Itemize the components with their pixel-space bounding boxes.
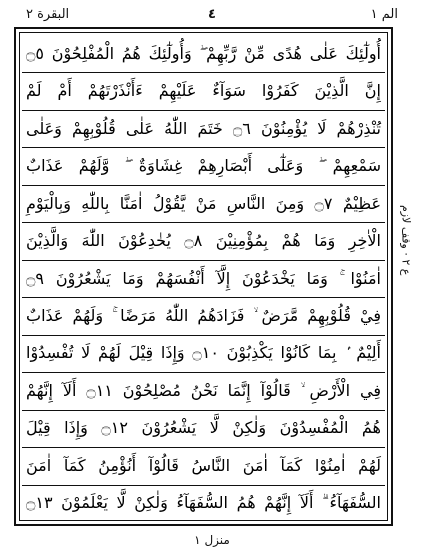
line-divider xyxy=(22,372,385,373)
verse-line: السُّفَهَآءُ ۗ أَلَآ إِنَّهُمْ هُمُ السُّفَهَآءُ وَلٰكِنْ لَّا يَعْلَمُوْنَ ۝١٣ xyxy=(26,493,381,513)
line-divider xyxy=(22,147,385,148)
verse-lines xyxy=(22,35,385,518)
verse-line: سَمْعِهِمْ ۖ وَعَلٰٓى أَبْصَارِهِمْ غِشَاوَةٌ ۖ وَّلَهُمْ عَذَابٌ xyxy=(26,156,381,176)
line-divider xyxy=(22,72,385,73)
line-divider xyxy=(22,410,385,411)
line-divider xyxy=(22,297,385,298)
verse-line: إِنَّ الَّذِيْنَ كَفَرُوْا سَوَآءٌ عَلَيْهِمْ ءَأَنْذَرْتَهُمْ أَمْ لَمْ xyxy=(26,81,381,101)
line-divider xyxy=(22,485,385,486)
surah-name: البقرة ٢ xyxy=(26,7,70,22)
line-divider xyxy=(22,110,385,111)
verse-line: اٰمَنُوْا ۚ وَمَا يَخْدَعُوْنَ إِلَّآ أَنْفُسَهُمْ وَمَا يَشْعُرُوْنَ ۝٩ xyxy=(26,268,381,288)
margin-note: ع ٢ · وقف لازم xyxy=(399,204,413,276)
verse-line: فِي الْأَرْضِ ۙ قَالُوْآ إِنَّمَا نَحْنُ مُصْلِحُوْنَ ۝١١ أَلَآ إِنَّهُمْ xyxy=(26,380,381,400)
verse-line: أُولٰٓئِكَ عَلٰى هُدًى مِّنْ رَّبِّهِمْ ۖ وَأُولٰٓئِكَ هُمُ الْمُفْلِحُوْنَ ۝٥ xyxy=(26,43,381,63)
verse-line: فِيْ قُلُوْبِهِمْ مَّرَضٌ ۙ فَزَادَهُمُ اللّٰهُ مَرَضًا ۚ وَلَهُمْ عَذَابٌ xyxy=(26,305,382,325)
verse-line: عَظِيْمٌ ۝٧ وَمِنَ النَّاسِ مَنْ يَّقُوْلُ اٰمَنَّا بِاللّٰهِ وَبِالْيَوْمِ xyxy=(26,193,381,213)
page-header xyxy=(18,4,406,26)
line-divider xyxy=(22,447,385,448)
text-frame xyxy=(14,27,393,526)
line-divider xyxy=(22,260,385,261)
verse-line: الْاٰخِرِ وَمَا هُمْ بِمُؤْمِنِيْنَ ۝٨ يُخٰدِعُوْنَ اللّٰهَ وَالَّذِيْنَ xyxy=(26,231,381,251)
line-divider xyxy=(22,335,385,336)
verse-line: أَلِيْمٌ ۢ بِمَا كَانُوْا يَكْذِبُوْنَ ۝١٠ وَإِذَا قِيْلَ لَهُمْ لَا تُفْسِدُوْا xyxy=(26,343,381,363)
page-number: ٤ xyxy=(208,7,216,22)
para-name: الم ١ xyxy=(370,7,398,22)
verse-line: هُمُ الْمُفْسِدُوْنَ وَلٰكِنْ لَّا يَشْعُرُوْنَ ۝١٢ وَإِذَا قِيْلَ xyxy=(26,418,381,438)
manzil-footer: منزل ١ xyxy=(194,533,230,547)
line-divider xyxy=(22,222,385,223)
verse-line: تُنْذِرْهُمْ لَا يُؤْمِنُوْنَ ۝٦ خَتَمَ اللّٰهُ عَلٰى قُلُوْبِهِمْ وَعَلٰى xyxy=(26,118,381,138)
verse-line: لَهُمْ اٰمِنُوْا كَمَآ اٰمَنَ النَّاسُ قَالُوْآ أَنُؤْمِنُ كَمَآ اٰمَنَ xyxy=(26,455,381,475)
line-divider xyxy=(22,185,385,186)
